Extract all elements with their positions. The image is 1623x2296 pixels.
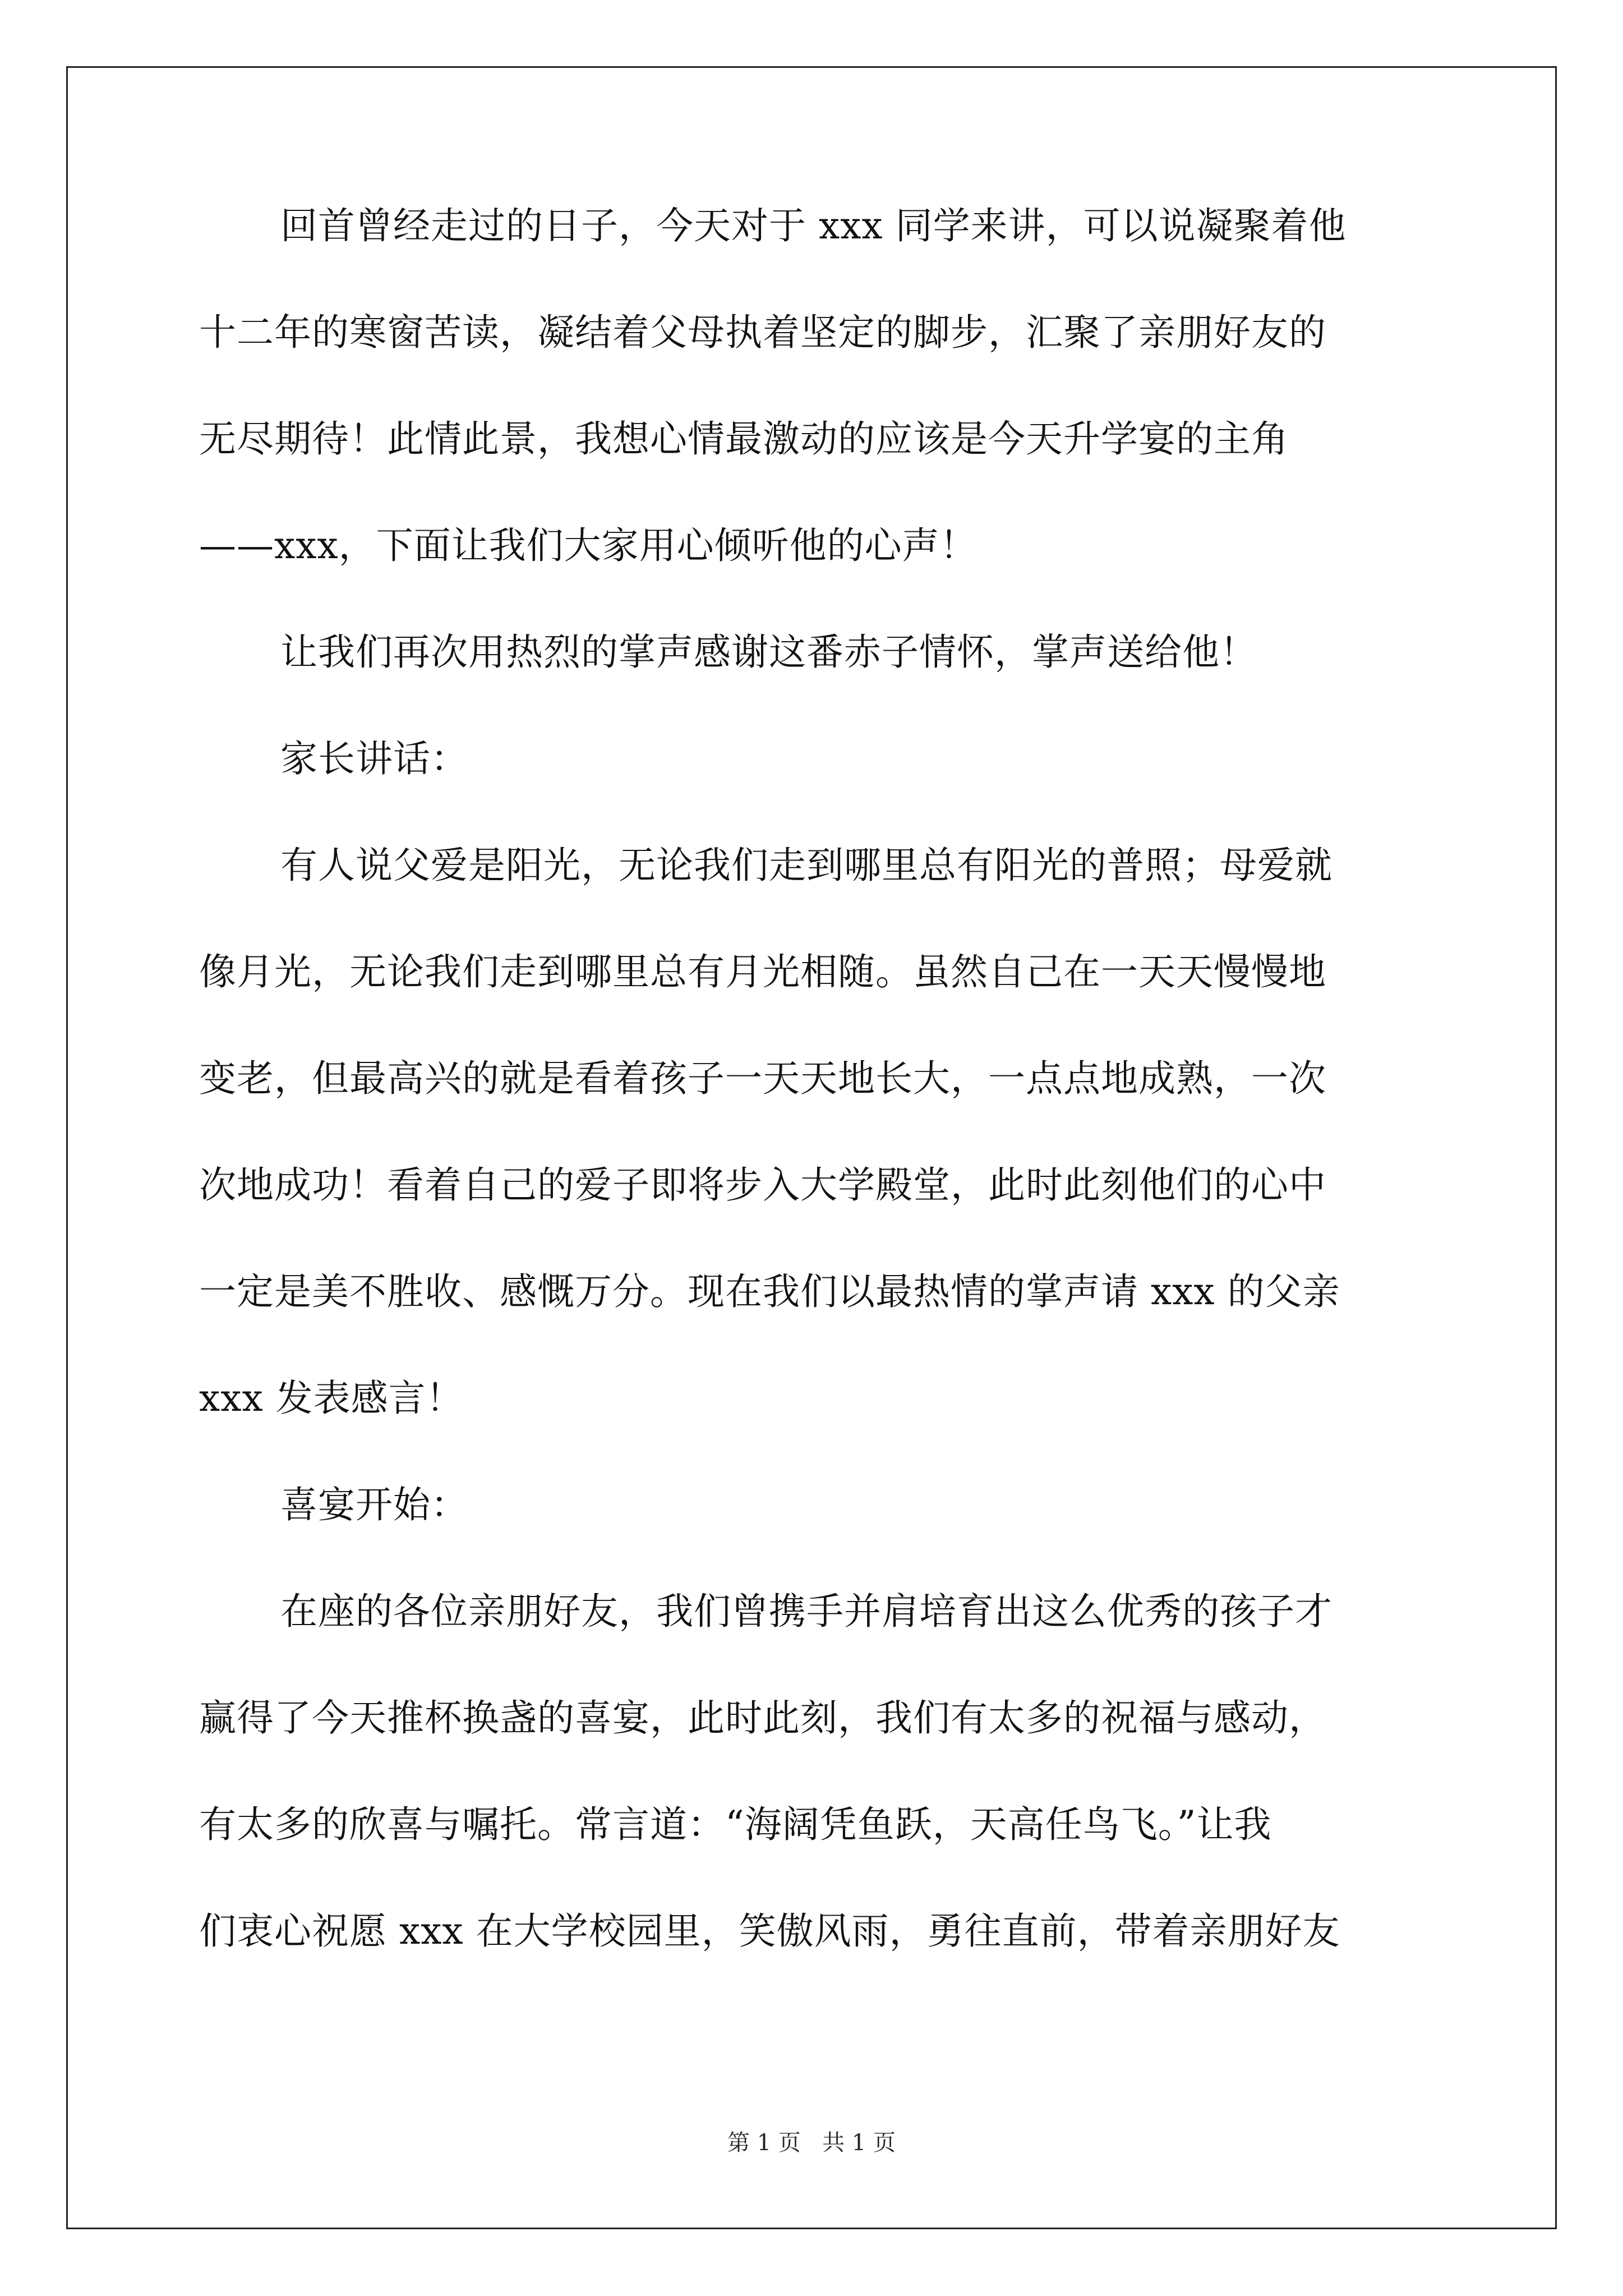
- paragraph-line: 有人说父爱是阳光，无论我们走到哪里总有阳光的普照；母爱就: [280, 844, 1332, 887]
- section-heading: 喜宴开始：: [280, 1483, 468, 1526]
- paragraph-line: 像月光，无论我们走到哪里总有月光相随。虽然自己在一天天慢慢地: [199, 950, 1326, 993]
- paragraph-line: 们衷心祝愿 xxx 在大学校园里，笑傲风雨，勇往直前，带着亲朋好友: [199, 1910, 1340, 1953]
- paragraph-line: 无尽期待！此情此景，我想心情最激动的应该是今天升学宴的主角: [199, 417, 1289, 461]
- paragraph-line: 有太多的欣喜与嘱托。常言道：“海阔凭鱼跃，天高任鸟飞。”让我: [199, 1803, 1272, 1846]
- paragraph-line: 次地成功！看着自己的爱子即将步入大学殿堂，此时此刻他们的心中: [199, 1163, 1326, 1207]
- paragraph-line: ——xxx，下面让我们大家用心倾听他的心声！: [199, 524, 978, 567]
- paragraph-line: xxx 发表感言！: [199, 1377, 464, 1420]
- paragraph-line: 变老，但最高兴的就是看着孩子一天天地长大，一点点地成熟，一次: [199, 1057, 1326, 1100]
- section-heading: 家长讲话：: [280, 737, 468, 780]
- document-body: [199, 204, 1433, 2019]
- page-footer: 第 1 页 共 1 页: [727, 2130, 896, 2156]
- paragraph-line: 让我们再次用热烈的掌声感谢这番赤子情怀，掌声送给他！: [280, 631, 1257, 674]
- paragraph-line: 在座的各位亲朋好友，我们曾携手并肩培育出这么优秀的孩子才: [280, 1590, 1332, 1633]
- paragraph-line: 一定是美不胜收、感慨万分。现在我们以最热情的掌声请 xxx 的父亲: [199, 1270, 1340, 1313]
- paragraph-line: 赢得了今天推杯换盏的喜宴，此时此刻，我们有太多的祝福与感动，: [199, 1696, 1326, 1740]
- paragraph-line: 回首曾经走过的日子，今天对于 xxx 同学来讲，可以说凝聚着他: [280, 204, 1347, 247]
- paragraph-line: 十二年的寒窗苦读，凝结着父母执着坚定的脚步，汇聚了亲朋好友的: [199, 311, 1326, 354]
